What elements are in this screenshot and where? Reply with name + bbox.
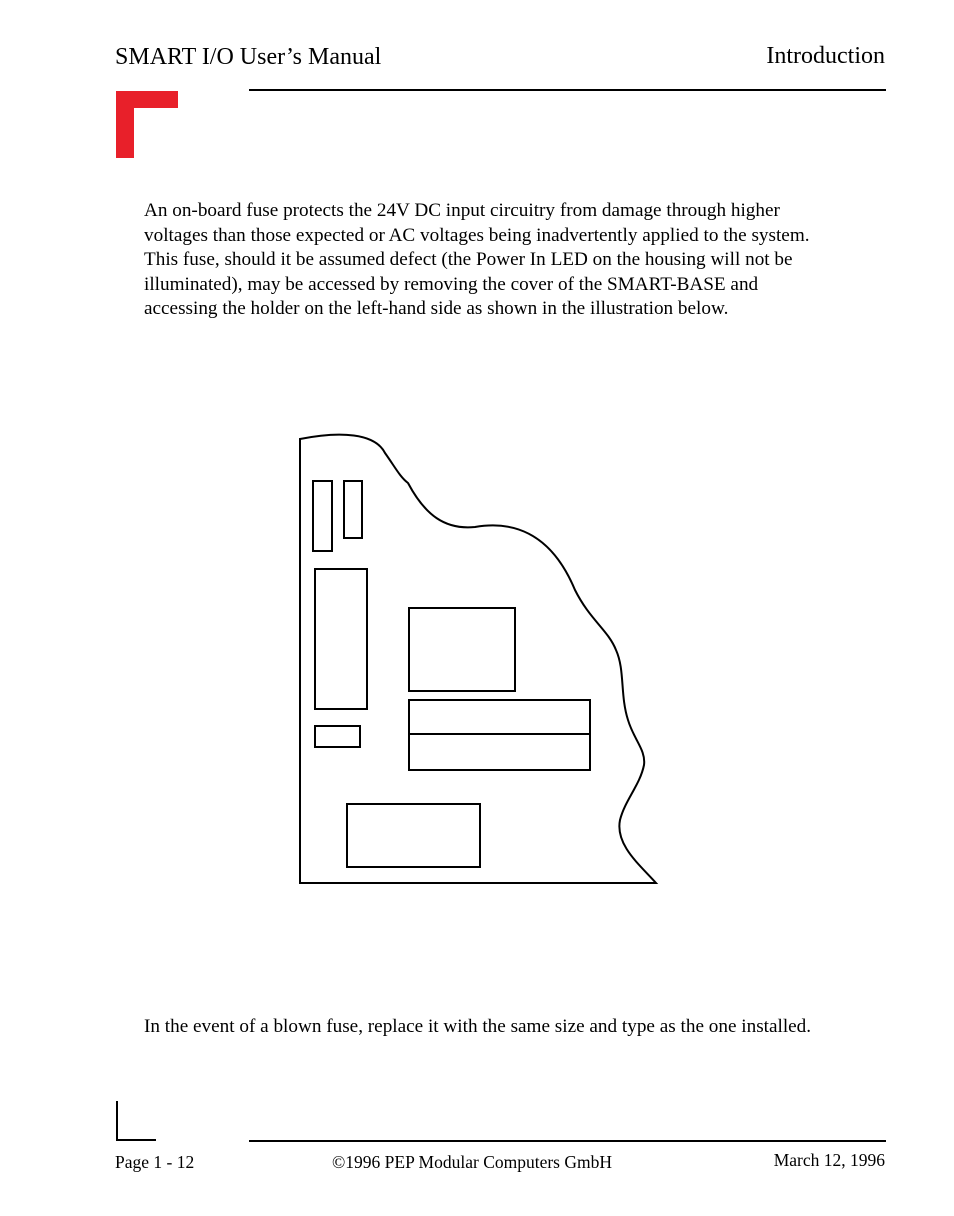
chip-square <box>409 608 515 691</box>
bottom-component <box>347 804 480 867</box>
publication-date: March 12, 1996 <box>773 1150 885 1170</box>
fuse-description-paragraph: An on-board fuse protects the 24V DC input circuitry from damage through higher voltages than those expected or AC voltages being inadvertently applied to the system. This fuse, should it be assumed defect (the Power In LED on the housing will not be illuminated), may be accessed by removing the cover of the SMART-BASE and accessing the holder on the left-hand side as shown in the illustration below. <box>144 200 810 319</box>
fuse-holder <box>313 481 332 551</box>
section-title: Introduction <box>766 43 885 69</box>
chapter-corner-mark <box>116 91 178 158</box>
footer-corner-horizontal <box>116 1139 156 1141</box>
smart-base-board-illustration <box>290 425 670 895</box>
copyright-notice: ©1996 PEP Modular Computers GmbH <box>332 1152 613 1172</box>
corner-mark-vertical-bar <box>116 91 134 158</box>
connector-small <box>344 481 362 538</box>
small-component <box>315 726 360 747</box>
footer-corner-vertical <box>116 1101 118 1141</box>
connector-large <box>315 569 367 709</box>
board-outline <box>300 435 656 883</box>
header-rule <box>249 89 886 91</box>
replacement-instruction-paragraph: In the event of a blown fuse, replace it with the same size and type as the one installed. <box>144 1016 812 1037</box>
footer-rule <box>249 1140 886 1142</box>
manual-title: SMART I/O User’s Manual <box>115 44 382 70</box>
page-number: Page 1 - 12 <box>115 1152 195 1172</box>
